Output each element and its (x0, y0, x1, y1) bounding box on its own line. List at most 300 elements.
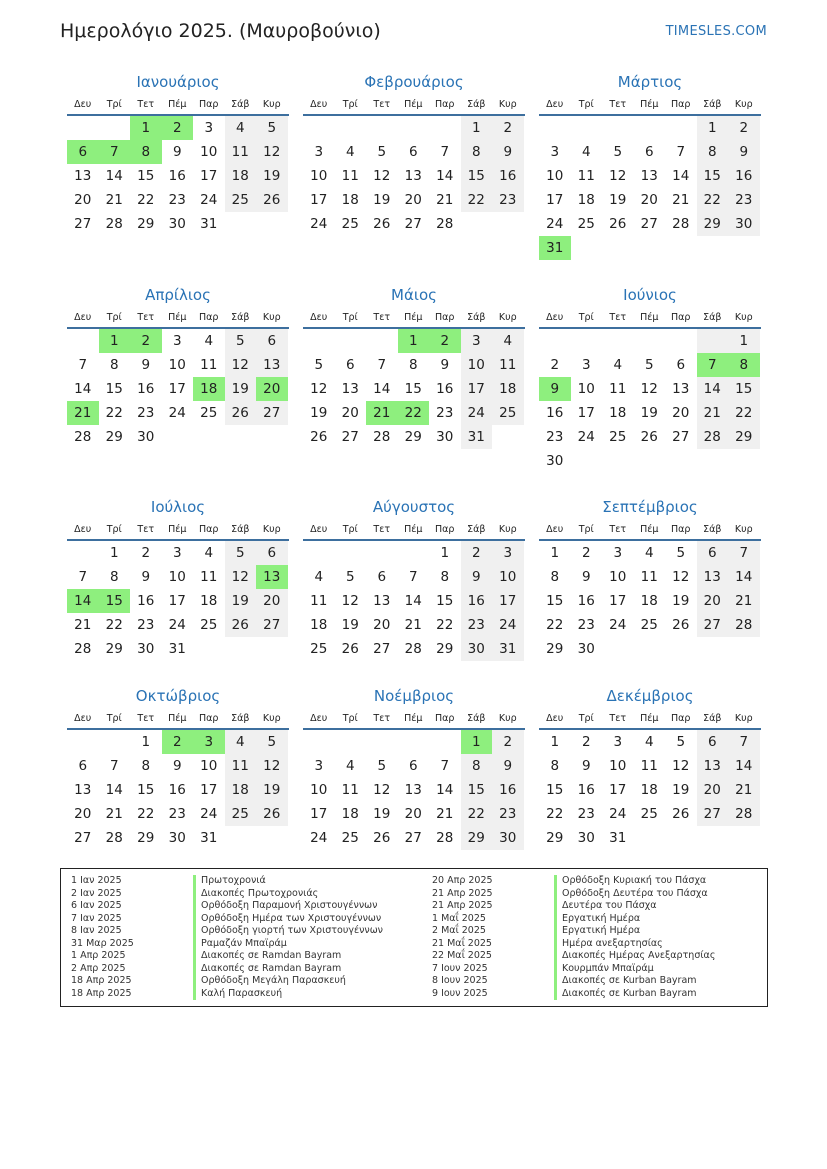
month-name: Απρίλιος (145, 286, 211, 304)
day-cell: 14 (728, 565, 760, 589)
day-cell: 24 (609, 617, 627, 633)
day-cell: 14 (373, 381, 391, 397)
day-cell: 5 (676, 545, 686, 561)
day-cell: 29 (137, 830, 155, 846)
day-cell: 24 (492, 613, 524, 637)
weekday-label: Κυρ (734, 713, 753, 724)
day-cell: 27 (697, 802, 729, 826)
day-cell: 4 (204, 333, 214, 349)
weekday-label: Σάβ (231, 312, 250, 323)
weekday-label: Δευ (74, 713, 92, 724)
weekday-label: Σάβ (703, 99, 722, 110)
brand-link[interactable]: TIMESLES.COM (665, 24, 767, 39)
day-cell: 19 (609, 192, 627, 208)
holiday-entry (71, 875, 411, 888)
day-cell: 26 (256, 188, 288, 212)
day-cell: 3 (461, 329, 493, 353)
day-cell: 28 (672, 216, 690, 232)
day-cell: 5 (256, 730, 288, 754)
empty-day-cell (634, 116, 666, 140)
day-cell: 28 (74, 429, 92, 445)
weekday-label: Τρί (342, 713, 358, 724)
empty-day-cell (571, 329, 603, 353)
day-cell: 29 (728, 425, 760, 449)
day-cell: 1 (440, 545, 450, 561)
day-grid (67, 541, 289, 661)
weekday-label: Τετ (609, 312, 627, 323)
holiday-list-right-column (432, 875, 762, 1000)
day-cell: 8 (109, 569, 119, 585)
holiday-name: Διακοπές σε Kurban Bayram (554, 975, 697, 988)
day-cell: 10 (609, 569, 627, 585)
day-cell: 8 (461, 140, 493, 164)
day-cell: 12 (640, 381, 658, 397)
day-cell: 6 (256, 541, 288, 565)
day-cell: 7 (440, 758, 450, 774)
day-cell: 14 (404, 593, 422, 609)
day-cell: 4 (314, 569, 324, 585)
day-cell: 22 (461, 802, 493, 826)
weekday-label: Πέμ (640, 524, 659, 535)
weekday-header (67, 519, 289, 541)
day-cell: 21 (436, 806, 454, 822)
weekday-label: Τετ (137, 99, 155, 110)
month-name: Σεπτέμβριος (602, 498, 698, 516)
day-cell: 9 (172, 144, 182, 160)
day-cell: 26 (341, 641, 359, 657)
holiday-day-cell: 7 (99, 140, 131, 164)
empty-day-cell (634, 329, 666, 353)
day-grid (539, 541, 761, 661)
day-cell: 25 (577, 216, 595, 232)
day-cell: 4 (581, 144, 591, 160)
empty-day-cell (335, 116, 367, 140)
day-cell: 25 (640, 806, 658, 822)
day-cell: 17 (200, 168, 218, 184)
day-cell: 18 (640, 782, 658, 798)
day-cell: 28 (728, 802, 760, 826)
day-cell: 10 (310, 168, 328, 184)
empty-day-cell (602, 116, 634, 140)
weekday-label: Σάβ (467, 524, 486, 535)
month-name: Δεκέμβριος (606, 687, 694, 705)
day-cell: 4 (225, 116, 257, 140)
holiday-date: 2 Μαΐ 2025 (432, 925, 486, 936)
day-cell: 4 (644, 734, 654, 750)
day-cell: 27 (404, 830, 422, 846)
weekday-label: Τετ (609, 524, 627, 535)
day-cell: 29 (461, 826, 493, 850)
day-cell: 13 (74, 782, 92, 798)
day-cell: 30 (492, 826, 524, 850)
day-cell: 9 (141, 569, 151, 585)
day-cell: 8 (109, 357, 119, 373)
day-cell: 16 (728, 164, 760, 188)
day-cell: 16 (577, 782, 595, 798)
day-cell: 29 (546, 641, 564, 657)
day-cell: 2 (550, 357, 560, 373)
holiday-day-cell: 2 (162, 116, 194, 140)
day-cell: 15 (697, 164, 729, 188)
weekday-label: Δευ (74, 524, 92, 535)
day-cell: 15 (546, 593, 564, 609)
day-cell: 25 (200, 405, 218, 421)
holiday-date: 1 Μαΐ 2025 (432, 912, 486, 924)
day-cell: 6 (345, 357, 355, 373)
day-cell: 13 (697, 565, 729, 589)
holiday-date: 18 Απρ 2025 (71, 987, 132, 999)
day-cell: 17 (168, 593, 186, 609)
day-grid (67, 730, 289, 850)
day-cell: 6 (697, 541, 729, 565)
weekday-label: Πέμ (640, 713, 659, 724)
holiday-day-cell: 2 (429, 329, 461, 353)
day-cell: 4 (225, 730, 257, 754)
holiday-entry (432, 913, 762, 926)
holiday-day-cell: 1 (99, 329, 131, 353)
day-cell: 21 (697, 401, 729, 425)
weekday-label: Τρί (106, 524, 122, 535)
day-cell: 26 (225, 613, 257, 637)
empty-day-cell (99, 730, 131, 754)
day-cell: 27 (256, 613, 288, 637)
day-cell: 22 (105, 405, 123, 421)
day-cell: 12 (609, 168, 627, 184)
holiday-day-cell: 2 (130, 329, 162, 353)
day-cell: 16 (546, 405, 564, 421)
day-cell: 9 (492, 140, 524, 164)
day-cell: 15 (105, 381, 123, 397)
day-cell: 25 (341, 830, 359, 846)
empty-day-cell (67, 329, 99, 353)
day-cell: 20 (404, 806, 422, 822)
holiday-entry (432, 950, 762, 963)
day-cell: 15 (546, 782, 564, 798)
day-cell: 23 (137, 617, 155, 633)
day-cell: 10 (310, 782, 328, 798)
day-cell: 7 (78, 357, 88, 373)
weekday-header (67, 307, 289, 329)
day-cell: 7 (109, 758, 119, 774)
day-cell: 31 (461, 425, 493, 449)
day-cell: 23 (546, 429, 564, 445)
day-cell: 2 (492, 730, 524, 754)
weekday-label: Πέμ (404, 713, 423, 724)
holiday-day-cell: 21 (366, 401, 398, 425)
day-cell: 16 (137, 593, 155, 609)
day-cell: 6 (377, 569, 387, 585)
day-cell: 25 (225, 802, 257, 826)
day-cell: 20 (74, 806, 92, 822)
day-cell: 12 (310, 381, 328, 397)
weekday-label: Παρ (199, 99, 219, 110)
day-cell: 5 (314, 357, 324, 373)
holiday-date: 2 Ιαν 2025 (71, 887, 122, 899)
day-cell: 18 (225, 778, 257, 802)
holiday-entry (432, 925, 762, 938)
day-cell: 16 (461, 589, 493, 613)
day-cell: 7 (377, 357, 387, 373)
weekday-label: Κυρ (734, 99, 753, 110)
day-cell: 24 (200, 192, 218, 208)
day-cell: 30 (461, 637, 493, 661)
day-cell: 24 (609, 806, 627, 822)
holiday-day-cell: 13 (256, 565, 288, 589)
month-name: Ιανουάριος (136, 73, 220, 91)
day-cell: 17 (609, 782, 627, 798)
holiday-day-cell: 22 (398, 401, 430, 425)
day-cell: 14 (436, 168, 454, 184)
day-cell: 15 (137, 168, 155, 184)
day-cell: 4 (204, 545, 214, 561)
day-cell: 29 (546, 830, 564, 846)
weekday-label: Κυρ (498, 99, 517, 110)
empty-day-cell (303, 541, 335, 565)
day-cell: 19 (341, 617, 359, 633)
day-cell: 19 (256, 164, 288, 188)
day-cell: 24 (168, 405, 186, 421)
weekday-label: Τρί (106, 713, 122, 724)
day-cell: 29 (105, 429, 123, 445)
empty-day-cell (539, 116, 571, 140)
day-cell: 6 (697, 730, 729, 754)
day-cell: 15 (137, 782, 155, 798)
day-cell: 11 (640, 569, 658, 585)
weekday-header (303, 519, 525, 541)
day-cell: 21 (728, 778, 760, 802)
empty-day-cell (303, 329, 335, 353)
holiday-name: Ραμαζάν Μπαϊράμ (193, 938, 287, 951)
holiday-entry (432, 963, 762, 976)
weekday-label: Παρ (435, 713, 455, 724)
day-cell: 3 (172, 333, 182, 349)
empty-day-cell (366, 541, 398, 565)
day-cell: 11 (200, 569, 218, 585)
holiday-date: 1 Απρ 2025 (71, 950, 126, 961)
holiday-date: 9 Ιουν 2025 (432, 987, 488, 999)
day-cell: 6 (408, 144, 418, 160)
day-cell: 7 (78, 569, 88, 585)
weekday-label: Τετ (373, 713, 391, 724)
holiday-day-cell: 1 (130, 116, 162, 140)
empty-day-cell (67, 730, 99, 754)
day-cell: 12 (256, 754, 288, 778)
day-cell: 29 (105, 641, 123, 657)
day-cell: 4 (492, 329, 524, 353)
day-cell: 31 (492, 637, 524, 661)
weekday-label: Τρί (106, 99, 122, 110)
day-cell: 5 (676, 734, 686, 750)
day-cell: 17 (492, 589, 524, 613)
weekday-label: Κυρ (262, 524, 281, 535)
month-6 (539, 284, 761, 473)
day-cell: 21 (672, 192, 690, 208)
day-cell: 20 (256, 589, 288, 613)
weekday-label: Παρ (435, 312, 455, 323)
day-cell: 16 (168, 782, 186, 798)
day-cell: 22 (461, 188, 493, 212)
day-cell: 30 (577, 641, 595, 657)
weekday-label: Τρί (106, 312, 122, 323)
day-cell: 9 (461, 565, 493, 589)
weekday-label: Τρί (578, 99, 594, 110)
holiday-name: Ορθόδοξη Μεγάλη Παρασκευή (193, 975, 346, 988)
empty-day-cell (429, 116, 461, 140)
weekday-label: Τρί (578, 524, 594, 535)
weekday-label: Πέμ (640, 99, 659, 110)
day-cell: 19 (672, 782, 690, 798)
day-cell: 25 (492, 401, 524, 425)
day-cell: 31 (168, 641, 186, 657)
weekday-label: Τετ (137, 713, 155, 724)
day-cell: 11 (341, 782, 359, 798)
holiday-name: Ημέρα ανεξαρτησίας (554, 938, 663, 951)
weekday-label: Δευ (546, 524, 564, 535)
day-cell: 11 (609, 381, 627, 397)
day-cell: 1 (550, 734, 560, 750)
day-cell: 12 (225, 353, 257, 377)
day-cell: 20 (672, 405, 690, 421)
day-cell: 20 (404, 192, 422, 208)
day-cell: 19 (225, 589, 257, 613)
weekday-label: Τετ (373, 312, 391, 323)
day-cell: 30 (546, 453, 564, 469)
holiday-name: Δευτέρα του Πάσχα (554, 900, 657, 913)
day-cell: 10 (200, 758, 218, 774)
holiday-day-cell: 20 (256, 377, 288, 401)
day-grid (67, 329, 289, 449)
holiday-name: Ορθόδοξη Δευτέρα του Πάσχα (554, 888, 708, 901)
day-cell: 26 (640, 429, 658, 445)
day-cell: 23 (168, 192, 186, 208)
day-cell: 27 (672, 429, 690, 445)
weekday-label: Δευ (546, 312, 564, 323)
day-cell: 29 (137, 216, 155, 232)
weekday-label: Σάβ (231, 524, 250, 535)
day-grid (67, 116, 289, 236)
day-cell: 15 (461, 778, 493, 802)
day-cell: 6 (408, 758, 418, 774)
day-cell: 17 (168, 381, 186, 397)
day-cell: 21 (105, 192, 123, 208)
weekday-label: Δευ (74, 99, 92, 110)
holiday-date: 8 Ιουν 2025 (432, 975, 488, 986)
month-name: Φεβρουάριος (364, 73, 464, 91)
day-cell: 10 (609, 758, 627, 774)
holiday-name: Διακοπές Ημέρας Ανεξαρτησίας (554, 950, 715, 963)
day-cell: 21 (105, 806, 123, 822)
day-cell: 1 (109, 545, 119, 561)
day-cell: 25 (310, 641, 328, 657)
day-cell: 26 (256, 802, 288, 826)
day-cell: 29 (436, 641, 454, 657)
day-cell: 8 (550, 569, 560, 585)
holiday-entry (71, 900, 411, 913)
weekday-label: Κυρ (498, 524, 517, 535)
month-1 (67, 71, 289, 236)
weekday-label: Κυρ (734, 524, 753, 535)
day-cell: 10 (200, 144, 218, 160)
holiday-entry (71, 975, 411, 988)
day-cell: 8 (408, 357, 418, 373)
day-cell: 27 (404, 216, 422, 232)
weekday-label: Τετ (609, 99, 627, 110)
day-cell: 31 (200, 216, 218, 232)
weekday-label: Παρ (199, 524, 219, 535)
day-cell: 2 (581, 734, 591, 750)
day-cell: 13 (640, 168, 658, 184)
day-cell: 7 (440, 144, 450, 160)
weekday-label: Τρί (342, 312, 358, 323)
day-cell: 13 (404, 168, 422, 184)
day-cell: 8 (697, 140, 729, 164)
day-cell: 19 (640, 405, 658, 421)
day-cell: 29 (404, 429, 422, 445)
day-cell: 18 (341, 806, 359, 822)
weekday-label: Κυρ (734, 312, 753, 323)
weekday-label: Σάβ (703, 524, 722, 535)
weekday-label: Δευ (546, 99, 564, 110)
day-cell: 5 (377, 144, 387, 160)
day-cell: 2 (728, 116, 760, 140)
day-cell: 12 (672, 569, 690, 585)
day-cell: 7 (728, 730, 760, 754)
day-cell: 21 (728, 589, 760, 613)
day-cell: 21 (436, 192, 454, 208)
holiday-day-cell: 1 (398, 329, 430, 353)
weekday-header (539, 307, 761, 329)
day-cell: 15 (728, 377, 760, 401)
holiday-name: Πρωτοχρονιά (193, 875, 266, 888)
day-cell: 26 (609, 216, 627, 232)
weekday-label: Κυρ (262, 312, 281, 323)
holiday-day-cell: 8 (728, 353, 760, 377)
empty-day-cell (67, 541, 99, 565)
empty-day-cell (366, 116, 398, 140)
weekday-label: Κυρ (498, 713, 517, 724)
day-cell: 11 (310, 593, 328, 609)
day-cell: 13 (404, 782, 422, 798)
holiday-name: Καλή Παρασκευή (193, 988, 282, 1001)
day-cell: 10 (492, 565, 524, 589)
day-cell: 3 (581, 357, 591, 373)
day-cell: 7 (408, 569, 418, 585)
month-11 (303, 685, 525, 850)
day-cell: 23 (728, 188, 760, 212)
day-cell: 11 (225, 754, 257, 778)
day-cell: 25 (341, 216, 359, 232)
day-cell: 22 (546, 617, 564, 633)
day-cell: 14 (728, 754, 760, 778)
day-cell: 20 (74, 192, 92, 208)
weekday-label: Πέμ (168, 312, 187, 323)
day-cell: 11 (341, 168, 359, 184)
day-cell: 27 (640, 216, 658, 232)
day-cell: 24 (577, 429, 595, 445)
day-cell: 22 (137, 806, 155, 822)
day-cell: 26 (225, 401, 257, 425)
day-cell: 19 (672, 593, 690, 609)
holiday-date: 21 Απρ 2025 (432, 900, 493, 911)
day-cell: 27 (697, 613, 729, 637)
empty-day-cell (571, 116, 603, 140)
day-cell: 28 (105, 830, 123, 846)
day-cell: 19 (310, 405, 328, 421)
weekday-label: Παρ (435, 524, 455, 535)
day-cell: 3 (613, 734, 623, 750)
day-cell: 6 (78, 758, 88, 774)
holiday-date: 31 Μαρ 2025 (71, 937, 134, 949)
